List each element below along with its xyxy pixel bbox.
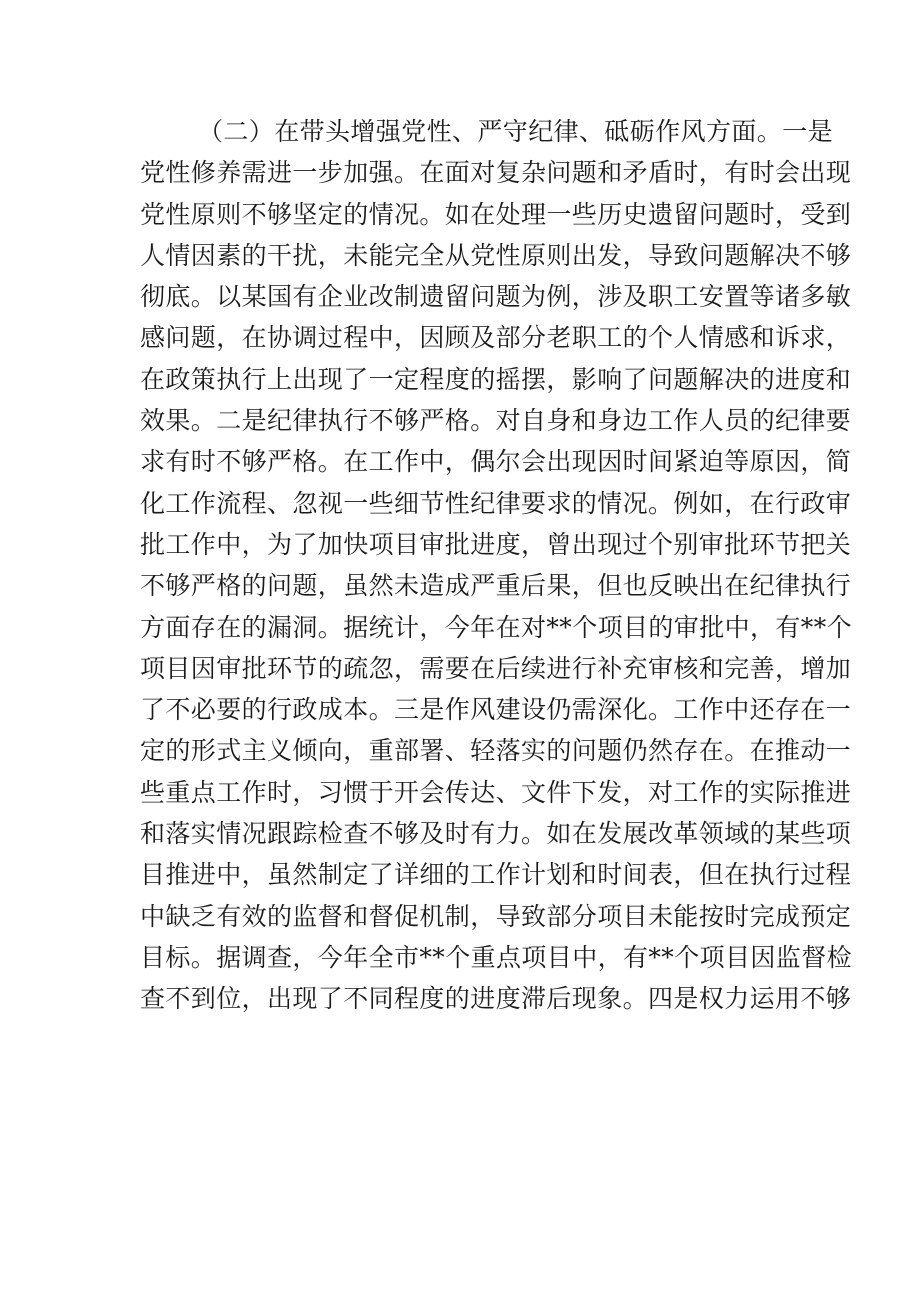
paragraph-line: 了不必要的行政成本。三是作风建设仍需深化。工作中还存在一	[140, 695, 852, 725]
paragraph-line: 些重点工作时，习惯于开会传达、文件下发，对工作的实际推进	[140, 777, 852, 807]
paragraph-line: 在政策执行上出现了一定程度的摇摆，影响了问题解决的进度和	[140, 364, 852, 394]
paragraph-line: 党性修养需进一步加强。在面对复杂问题和矛盾时，有时会出现	[140, 158, 852, 188]
paragraph-line: 中缺乏有效的监督和督促机制，导致部分项目未能按时完成预定	[140, 901, 852, 931]
body-paragraph	[140, 111, 853, 1020]
paragraph-line: 目推进中，虽然制定了详细的工作计划和时间表，但在执行过程	[140, 860, 852, 890]
paragraph-line: 查不到位，出现了不同程度的进度滞后现象。四是权力运用不够	[140, 984, 852, 1014]
paragraph-line: 项目因审批环节的疏忽，需要在后续进行补充审核和完善，增加	[140, 653, 852, 683]
paragraph-line: 不够严格的问题，虽然未造成严重后果，但也反映出在纪律执行	[140, 571, 852, 601]
paragraph-line: 定的形式主义倾向，重部署、轻落实的问题仍然存在。在推动一	[140, 736, 852, 766]
paragraph-line: （二）在带头增强党性、严守纪律、砥砺作风方面。一是	[198, 117, 834, 146]
paragraph-line: 求有时不够严格。在工作中，偶尔会出现因时间紧迫等原因，简	[140, 447, 852, 477]
paragraph-line: 化工作流程、忽视一些细节性纪律要求的情况。例如，在行政审	[140, 488, 852, 518]
paragraph-line: 方面存在的漏洞。据统计，今年在对**个项目的审批中，有**个	[140, 612, 853, 642]
paragraph-line: 党性原则不够坚定的情况。如在处理一些历史遗留问题时，受到	[140, 199, 852, 229]
paragraph-line: 批工作中，为了加快项目审批进度，曾出现过个别审批环节把关	[140, 529, 852, 559]
paragraph-line: 感问题，在协调过程中，因顾及部分老职工的个人情感和诉求，	[140, 323, 852, 353]
paragraph-line: 目标。据调查，今年全市**个重点项目中，有**个项目因监督检	[140, 942, 853, 972]
paragraph-line: 效果。二是纪律执行不够严格。对自身和身边工作人员的纪律要	[140, 406, 852, 436]
paragraph-line: 和落实情况跟踪检查不够及时有力。如在发展改革领域的某些项	[140, 819, 852, 849]
paragraph-line: 彻底。以某国有企业改制遗留问题为例，涉及职工安置等诸多敏	[140, 282, 852, 312]
paragraph-line: 人情因素的干扰，未能完全从党性原则出发，导致问题解决不够	[140, 240, 852, 270]
